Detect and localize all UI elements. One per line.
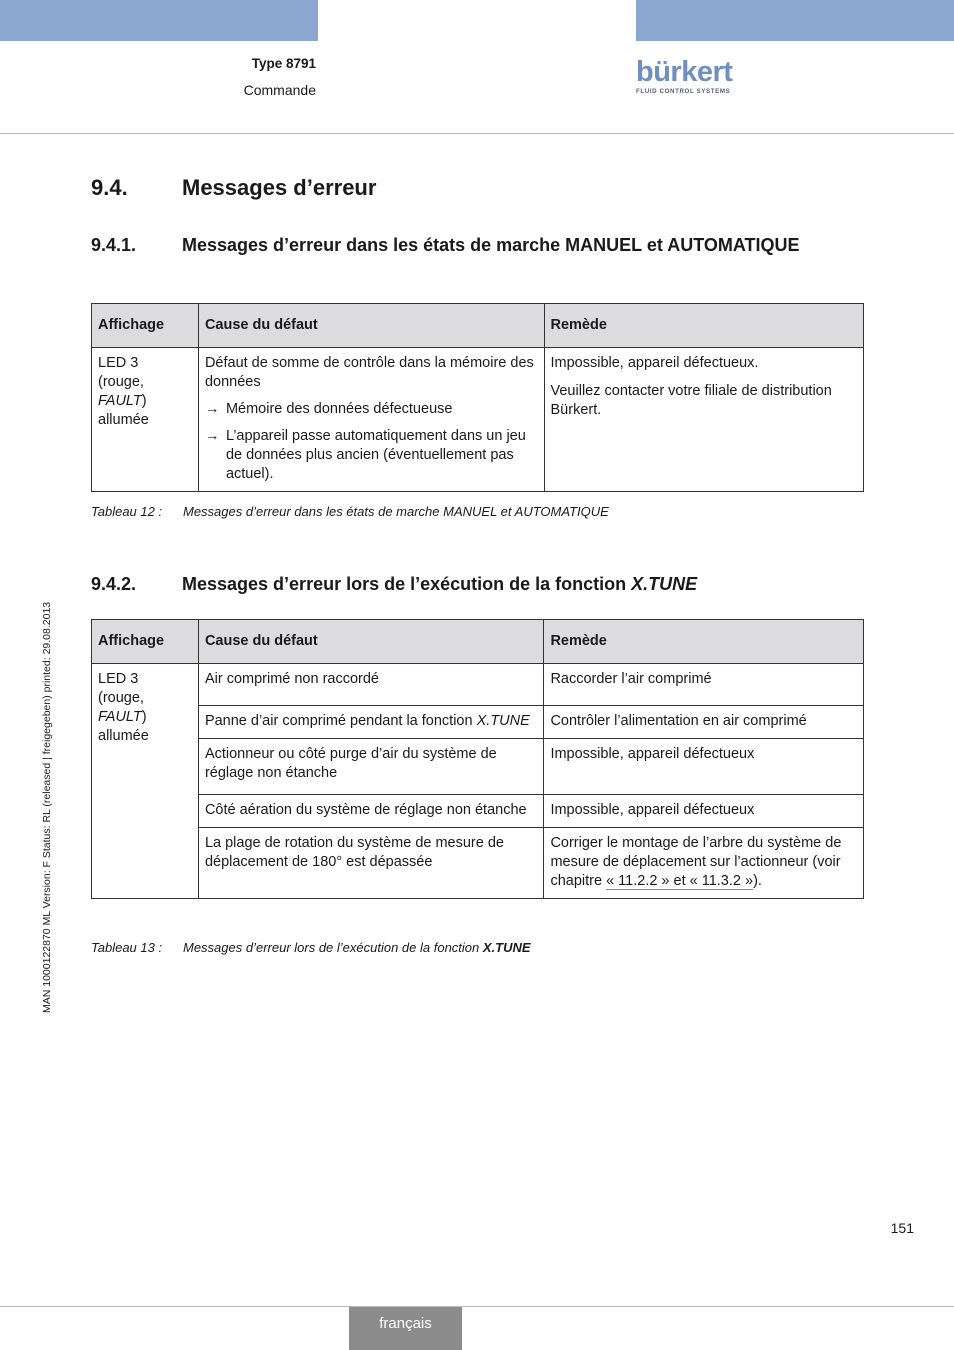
remedy-cell: Raccorder l’air comprimé — [544, 664, 864, 706]
section-number: 9.4. — [91, 175, 128, 200]
subsection-number: 9.4.2. — [91, 574, 137, 594]
column-header-display: Affichage — [92, 620, 199, 664]
language-tab: français — [349, 1307, 462, 1350]
header-divider — [0, 133, 954, 134]
table-row — [92, 706, 864, 739]
error-table-2 — [91, 619, 864, 899]
subsection-heading-2 — [91, 573, 698, 596]
column-header-remedy: Remède — [544, 304, 864, 348]
column-header-remedy: Remède — [544, 620, 864, 664]
logo-tagline: FLUID CONTROL SYSTEMS — [636, 88, 731, 95]
subsection-title: Messages d’erreur lors de l’exécution de la fonction X.TUNE — [182, 574, 698, 594]
cause-cell: Air comprimé non raccordé — [198, 664, 544, 706]
table-row — [92, 739, 864, 795]
section-title: Messages d’erreur — [182, 175, 377, 200]
cause-cell: La plage de rotation du système de mesure de déplacement de 180° est dépassée — [198, 828, 544, 899]
consequence-item: → Mémoire des données défectueuse — [204, 401, 453, 417]
table-row — [92, 795, 864, 828]
remedy-cell: Impossible, appareil défectueux. Veuillez contacter votre filiale de distribution Bürkert. — [544, 348, 864, 492]
cause-cell: Panne d’air comprimé pendant la fonction X.TUNE — [198, 706, 544, 739]
column-header-display: Affichage — [92, 304, 199, 348]
consequence-item: → L’appareil passe automatiquement dans un jeu de données plus ancien (éventuellement pas actuel). — [204, 428, 526, 482]
column-header-cause: Cause du défaut — [198, 620, 544, 664]
display-cell: LED 3 (rouge, FAULT) allumée — [92, 348, 199, 492]
subsection-title: Messages d’erreur dans les états de marche MANUEL et AUTOMATIQUE — [182, 235, 800, 255]
header-accent-bar-right — [636, 0, 954, 41]
display-cell: LED 3 (rouge, FAULT) allumée — [92, 664, 199, 899]
error-table-1 — [91, 303, 864, 492]
subsection-heading-1 — [91, 234, 800, 257]
table-caption-1: Tableau 12 : Messages d’erreur dans les états de marche MANUEL et AUTOMATIQUE — [91, 504, 609, 519]
footer-divider — [0, 1306, 954, 1307]
page-number: 151 — [890, 1220, 914, 1236]
cause-cell: Défaut de somme de contrôle dans la mémoire des données → Mémoire des données défectueuse → L’appareil passe automatiquement dans un jeu de données plus ancien (éventuellement pas actuel). — [198, 348, 544, 492]
remedy-cell: Impossible, appareil défectueux — [544, 739, 864, 795]
header-accent-bar-left — [0, 0, 318, 41]
table-header-row — [92, 620, 864, 664]
subsection-number: 9.4.1. — [91, 235, 137, 255]
table-row — [92, 664, 864, 706]
product-type: Type 8791 — [251, 56, 316, 71]
arrow-right-icon: → — [204, 428, 220, 444]
remedy-cell: Corriger le montage de l’arbre du système de mesure de déplacement sur l’actionneur (voir chapitre « 11.2.2 » et « 11.3.2 »). — [544, 828, 864, 899]
document-status-sidebar: MAN 1000122870 ML Version: F Status: RL (released | freigegeben) printed: 29.08.2013 — [41, 601, 53, 1013]
burkert-logo — [636, 58, 736, 98]
table-row — [92, 348, 864, 492]
cause-cell: Côté aération du système de réglage non étanche — [198, 795, 544, 828]
remedy-cell: Impossible, appareil défectueux — [544, 795, 864, 828]
chapter-label: Commande — [243, 82, 316, 98]
table-caption-2: Tableau 13 : Messages d’erreur lors de l’exécution de la fonction X.TUNE — [91, 940, 531, 955]
section-heading — [91, 175, 376, 201]
remedy-cell: Contrôler l’alimentation en air comprimé — [544, 706, 864, 739]
cause-cell: Actionneur ou côté purge d’air du système de réglage non étanche — [198, 739, 544, 795]
table-row — [92, 828, 864, 899]
arrow-right-icon: → — [204, 401, 220, 417]
chapter-reference-link[interactable]: « 11.2.2 » et « 11.3.2 » — [606, 873, 754, 889]
logo-wordmark: bürkert — [636, 56, 733, 88]
column-header-cause: Cause du défaut — [198, 304, 544, 348]
table-header-row — [92, 304, 864, 348]
